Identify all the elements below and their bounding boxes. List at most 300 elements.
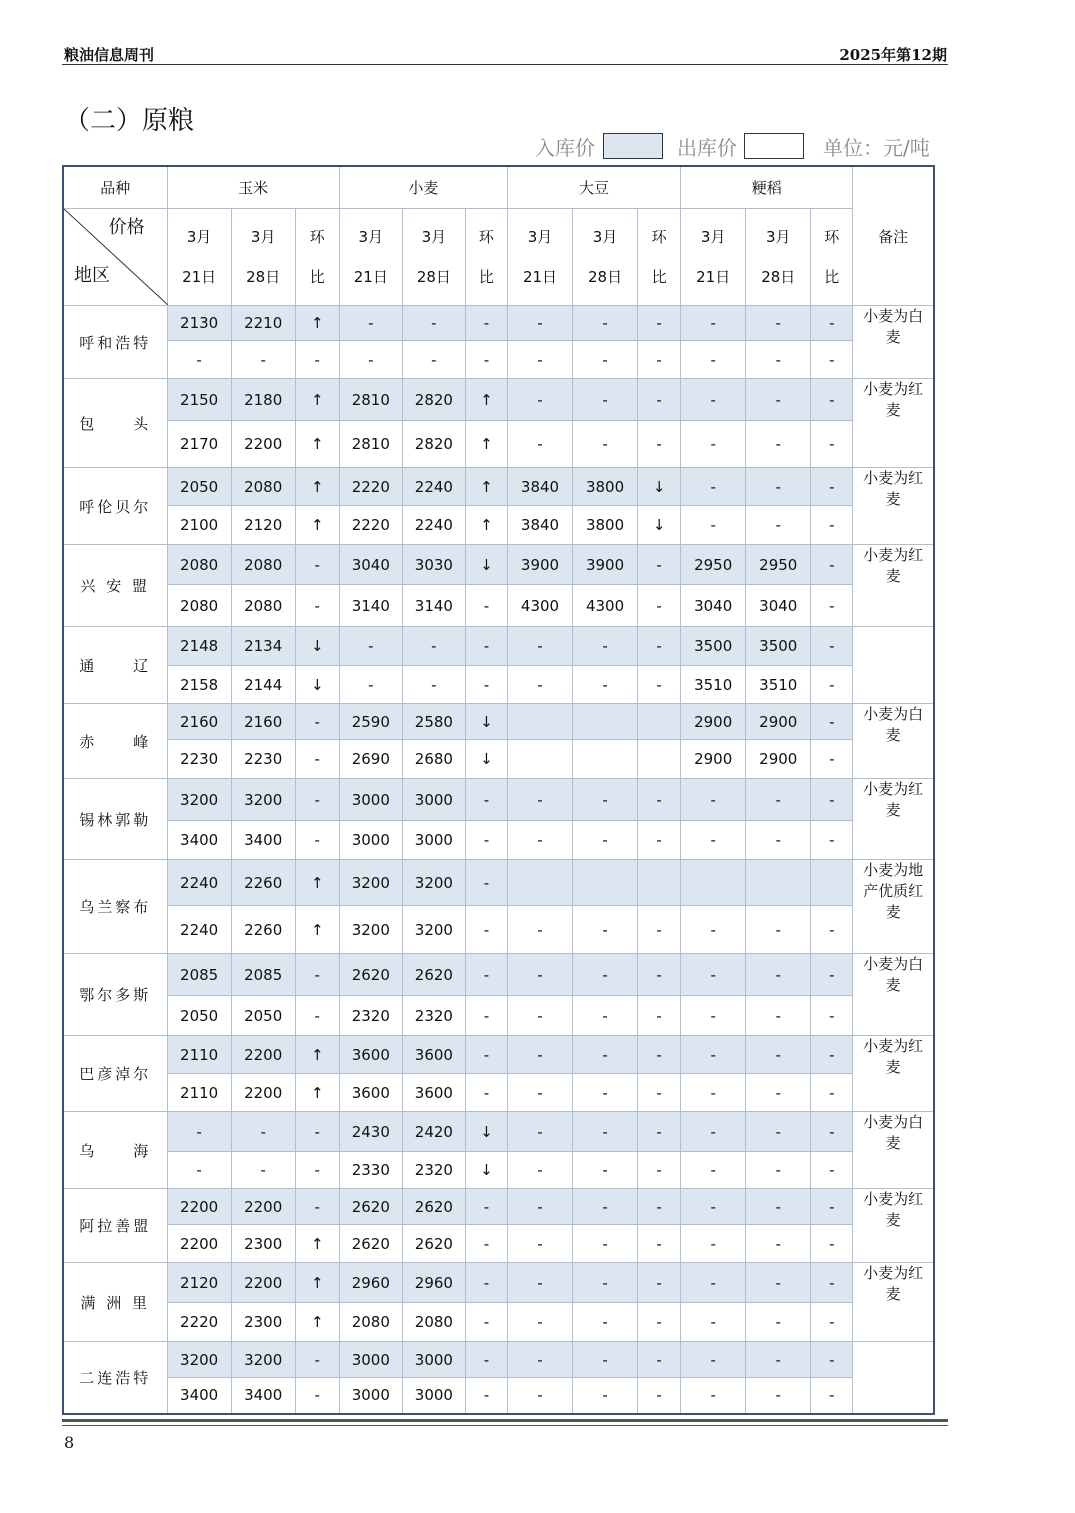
price-cell: 2430 [339,1112,402,1152]
table-row-out-price [63,821,934,860]
change-cell: - [465,1342,507,1378]
change-cell: - [465,1303,507,1342]
price-cell: 2085 [167,954,231,996]
price-cell: 2900 [681,740,746,779]
price-cell: 3900 [507,545,572,585]
price-cell: - [746,1378,811,1414]
price-cell: 2620 [402,1225,465,1263]
table-row-out-price [63,740,934,779]
table-row-in-price [63,306,934,341]
change-cell: ↑ [295,379,339,421]
change-cell: - [811,779,853,821]
price-cell: - [573,421,638,468]
table-row-in-price [63,1342,934,1378]
table-row-out-price [63,666,934,704]
change-cell: - [811,906,853,954]
change-cell: - [638,545,681,585]
region-name: 赤 峰 [63,704,167,779]
change-cell: - [465,996,507,1036]
price-cell: - [507,1378,572,1414]
price-cell: - [573,1378,638,1414]
change-cell: - [295,1112,339,1152]
remark-cell: 小麦为白麦 [853,1112,934,1189]
change-cell: ↓ [295,666,339,704]
change-cell: - [465,585,507,627]
price-cell: 3500 [746,627,811,666]
price-cell: 2150 [167,379,231,421]
change-cell: - [638,421,681,468]
change-cell: - [465,906,507,954]
change-cell: - [811,821,853,860]
price-cell: 2110 [167,1036,231,1074]
change-cell: - [295,1342,339,1378]
date-mar28-header: 3月 28日 [402,209,465,306]
price-cell: - [681,1263,746,1303]
price-cell: 3000 [339,1378,402,1414]
price-cell: 3200 [167,1342,231,1378]
price-cell: 2820 [402,379,465,421]
price-cell: 2170 [167,421,231,468]
price-cell: 2200 [231,421,295,468]
price-cell [573,740,638,779]
change-cell: - [811,1074,853,1112]
price-cell: 3200 [231,1342,295,1378]
date-mar21-header: 3月 21日 [167,209,231,306]
price-cell: 4300 [507,585,572,627]
price-cell: - [681,468,746,506]
price-cell: - [507,821,572,860]
price-cell: - [507,1152,572,1189]
price-cell: - [507,1036,572,1074]
remark-cell: 小麦为红麦 [853,468,934,545]
price-cell: - [573,1225,638,1263]
price-cell [746,860,811,906]
change-cell: - [811,1152,853,1189]
date-mar21-header: 3月 21日 [507,209,572,306]
price-cell: - [573,996,638,1036]
price-cell [507,740,572,779]
price-cell: 3040 [339,545,402,585]
price-cell: 2580 [402,704,465,740]
region-name: 乌 海 [63,1112,167,1189]
price-cell: 2220 [339,506,402,545]
region-name: 包 头 [63,379,167,468]
table-row-out-price [63,1152,934,1189]
change-cell: - [465,341,507,379]
price-cell: 2620 [339,1189,402,1225]
price-cell: 2160 [167,704,231,740]
price-cell: 2134 [231,627,295,666]
table-row-in-price [63,954,934,996]
change-cell: - [295,341,339,379]
table-row-out-price [63,1225,934,1263]
price-cell: - [746,1263,811,1303]
price-cell: - [681,1378,746,1414]
price-cell: 2320 [339,996,402,1036]
change-cell: ↓ [638,506,681,545]
price-cell: - [746,821,811,860]
price-cell: 3040 [746,585,811,627]
page-number: 8 [64,1433,75,1452]
remark-cell: 小麦为地产优质红麦 [853,860,934,954]
price-cell: - [402,666,465,704]
price-cell: 2220 [167,1303,231,1342]
date-mar28-header: 3月 28日 [231,209,295,306]
unit-label: 单位：元/吨 [823,136,930,160]
change-cell [638,704,681,740]
price-cell: - [402,341,465,379]
change-cell: - [811,421,853,468]
change-cell: ↓ [465,740,507,779]
change-cell: - [811,1112,853,1152]
price-cell: - [681,906,746,954]
table-row-out-price [63,906,934,954]
change-cell: - [638,341,681,379]
change-cell: - [638,666,681,704]
price-cell [681,860,746,906]
price-cell: - [681,1303,746,1342]
price-cell: - [573,1263,638,1303]
price-cell: - [507,666,572,704]
issue-number: 2025年第12期 [839,46,947,64]
change-cell [638,740,681,779]
region-name: 阿拉善盟 [63,1189,167,1263]
change-cell: - [811,545,853,585]
price-cell: 3600 [402,1074,465,1112]
price-cell: - [681,506,746,545]
price-cell: 2620 [402,954,465,996]
price-cell: 2080 [339,1303,402,1342]
price-cell: 2148 [167,627,231,666]
price-cell: 2620 [402,1189,465,1225]
change-cell: - [295,954,339,996]
price-cell: 2144 [231,666,295,704]
change-cell: - [811,379,853,421]
header-rule [62,64,948,65]
price-cell: 3140 [339,585,402,627]
remark-cell: 小麦为红麦 [853,1189,934,1263]
price-cell: - [746,1036,811,1074]
section-title: （二）原粮 [64,106,195,136]
price-cell: 2900 [746,740,811,779]
remark-cell: 小麦为红麦 [853,1036,934,1112]
change-cell: - [811,468,853,506]
date-mar21-header: 3月 21日 [339,209,402,306]
change-cell: - [811,666,853,704]
change-cell: - [295,821,339,860]
price-cell: 2130 [167,306,231,341]
table-row-in-price [63,860,934,906]
price-cell: - [681,779,746,821]
price-cell: 2230 [167,740,231,779]
change-cell: - [811,585,853,627]
change-header: 环 比 [811,209,853,306]
change-cell: - [811,1189,853,1225]
change-cell: - [465,860,507,906]
price-cell [507,860,572,906]
price-cell: - [681,341,746,379]
price-cell: 2080 [231,468,295,506]
table-row-out-price [63,421,934,468]
price-cell: - [167,341,231,379]
change-cell: - [638,1189,681,1225]
price-cell: - [507,1074,572,1112]
price-cell: 2050 [167,996,231,1036]
price-cell: - [681,954,746,996]
change-cell: - [638,306,681,341]
change-cell: - [638,1036,681,1074]
price-legend [535,130,945,160]
price-cell: 2240 [402,468,465,506]
change-cell: - [295,996,339,1036]
change-cell: - [638,1112,681,1152]
price-cell: - [507,341,572,379]
date-mar28-header: 3月 28日 [573,209,638,306]
change-cell: - [465,1263,507,1303]
price-cell: - [681,1112,746,1152]
price-cell: 3000 [339,779,402,821]
change-cell: ↓ [465,1112,507,1152]
out-price-swatch [744,133,804,159]
price-cell: 3400 [167,1378,231,1414]
change-cell: ↑ [295,1036,339,1074]
price-cell: - [507,779,572,821]
region-name: 二连浩特 [63,1342,167,1414]
price-cell: - [746,1189,811,1225]
change-cell: - [295,1378,339,1414]
price-cell: 2320 [402,996,465,1036]
price-cell: 2080 [402,1303,465,1342]
change-cell: - [638,1225,681,1263]
price-cell: 2810 [339,379,402,421]
change-cell: ↑ [295,468,339,506]
change-cell: ↓ [465,704,507,740]
table-row-in-price [63,379,934,421]
change-cell: - [811,1303,853,1342]
change-cell: - [465,666,507,704]
price-cell: - [573,1342,638,1378]
change-header: 环 比 [465,209,507,306]
change-cell: - [465,1225,507,1263]
change-cell: - [638,1378,681,1414]
price-cell: - [339,666,402,704]
price-cell: 3800 [573,468,638,506]
change-cell [811,860,853,906]
price-cell: 2240 [402,506,465,545]
price-cell: - [681,821,746,860]
change-cell: ↑ [295,1263,339,1303]
remark-cell [853,1342,934,1414]
price-cell: 2230 [231,740,295,779]
price-cell: - [167,1112,231,1152]
region-name: 锡林郭勒 [63,779,167,860]
change-cell: - [295,704,339,740]
region-name: 鄂尔多斯 [63,954,167,1036]
price-cell: - [681,306,746,341]
price-cell: - [507,306,572,341]
price-cell: - [681,421,746,468]
price-cell: - [573,1152,638,1189]
region-name: 乌兰察布 [63,860,167,954]
in-price-label: 入库价 [535,136,595,160]
change-cell: - [638,379,681,421]
change-cell: - [295,1152,339,1189]
change-cell: - [638,954,681,996]
price-cell: - [681,1152,746,1189]
price-cell: 2050 [167,468,231,506]
price-cell: 3030 [402,545,465,585]
price-cell: 2200 [231,1074,295,1112]
price-cell: 2950 [746,545,811,585]
price-cell: 2240 [167,906,231,954]
price-cell: - [573,821,638,860]
price-cell: 2050 [231,996,295,1036]
change-cell: - [811,1342,853,1378]
crop-header-label: 品种 [63,166,167,209]
price-cell: - [402,306,465,341]
price-cell: 2810 [339,421,402,468]
price-cell: - [573,379,638,421]
change-cell: - [465,1036,507,1074]
price-cell: 3000 [402,779,465,821]
price-cell: 2120 [167,1263,231,1303]
price-cell: - [339,306,402,341]
footer-rule [62,1419,948,1422]
price-cell: 3600 [339,1074,402,1112]
price-cell: 3900 [573,545,638,585]
price-cell: - [507,1303,572,1342]
price-cell: - [573,1303,638,1342]
crop-wheat: 小麦 [339,166,507,209]
price-cell: - [746,468,811,506]
price-cell: 2100 [167,506,231,545]
change-cell: - [295,1189,339,1225]
price-cell: 3000 [402,1378,465,1414]
price-cell: 3840 [507,506,572,545]
change-cell: - [638,1263,681,1303]
change-cell: - [811,1225,853,1263]
remark-cell: 小麦为红麦 [853,545,934,627]
change-cell: ↓ [465,545,507,585]
price-cell: - [681,1036,746,1074]
price-cell: 2160 [231,704,295,740]
price-cell: 3000 [339,821,402,860]
price-cell: 2210 [231,306,295,341]
price-cell: - [507,1189,572,1225]
table-row-in-price [63,1036,934,1074]
table-row-out-price [63,585,934,627]
price-cell: - [231,341,295,379]
table-row-out-price [63,341,934,379]
price-cell: - [339,627,402,666]
price-cell: 3510 [681,666,746,704]
change-cell: ↓ [465,1152,507,1189]
price-cell: 3800 [573,506,638,545]
region-name: 兴 安 盟 [63,545,167,627]
journal-title: 粮油信息周刊 [64,46,155,64]
price-cell: - [339,341,402,379]
remark-cell: 小麦为白麦 [853,306,934,379]
price-cell: - [746,306,811,341]
change-cell: ↑ [295,1303,339,1342]
region-name: 通 辽 [63,627,167,704]
price-cell: - [681,996,746,1036]
price-cell: 3500 [681,627,746,666]
price-cell: 2590 [339,704,402,740]
change-cell: - [295,740,339,779]
price-cell: 3000 [339,1342,402,1378]
price-cell: - [573,627,638,666]
price-cell: - [507,954,572,996]
change-cell: ↑ [295,906,339,954]
change-cell: - [465,779,507,821]
change-cell: - [811,627,853,666]
change-cell: - [638,1303,681,1342]
change-cell: - [638,1152,681,1189]
table-row-out-price [63,506,934,545]
price-cell: - [573,1189,638,1225]
change-cell: ↑ [295,506,339,545]
price-cell: 2260 [231,906,295,954]
change-cell: ↓ [638,468,681,506]
price-cell: - [681,379,746,421]
price-cell: 3000 [402,821,465,860]
price-cell: 3400 [231,1378,295,1414]
price-cell: 2320 [402,1152,465,1189]
change-cell: ↑ [465,506,507,545]
price-cell: 3400 [231,821,295,860]
change-cell: - [811,306,853,341]
price-cell: - [746,1152,811,1189]
change-cell: ↑ [295,1074,339,1112]
price-cell: 3000 [402,1342,465,1378]
price-cell: 3140 [402,585,465,627]
price-cell: 2158 [167,666,231,704]
price-cell: 2080 [167,585,231,627]
change-cell: - [465,627,507,666]
price-cell: 2080 [231,585,295,627]
change-cell: - [811,1378,853,1414]
price-cell: - [573,666,638,704]
change-cell: - [465,1378,507,1414]
change-cell: - [811,506,853,545]
price-cell: - [573,1112,638,1152]
price-cell [573,704,638,740]
table-row-out-price [63,1074,934,1112]
price-cell: 2200 [167,1225,231,1263]
price-cell: - [507,1342,572,1378]
price-cell: - [507,1263,572,1303]
price-cell: - [573,306,638,341]
price-cell: 3200 [339,860,402,906]
price-cell: - [746,341,811,379]
region-name: 呼和浩特 [63,306,167,379]
price-cell: - [746,779,811,821]
price-cell: 3040 [681,585,746,627]
change-cell: ↑ [295,421,339,468]
price-cell: - [746,1342,811,1378]
table-row-in-price [63,779,934,821]
crop-japonica-rice: 粳稻 [681,166,853,209]
grain-price-table [62,165,935,1415]
price-cell: 2820 [402,421,465,468]
price-cell: 2110 [167,1074,231,1112]
price-cell: - [573,779,638,821]
price-axis-label: 价格 [108,217,145,238]
price-cell: - [746,996,811,1036]
price-cell: 3200 [167,779,231,821]
price-cell: 2900 [681,704,746,740]
